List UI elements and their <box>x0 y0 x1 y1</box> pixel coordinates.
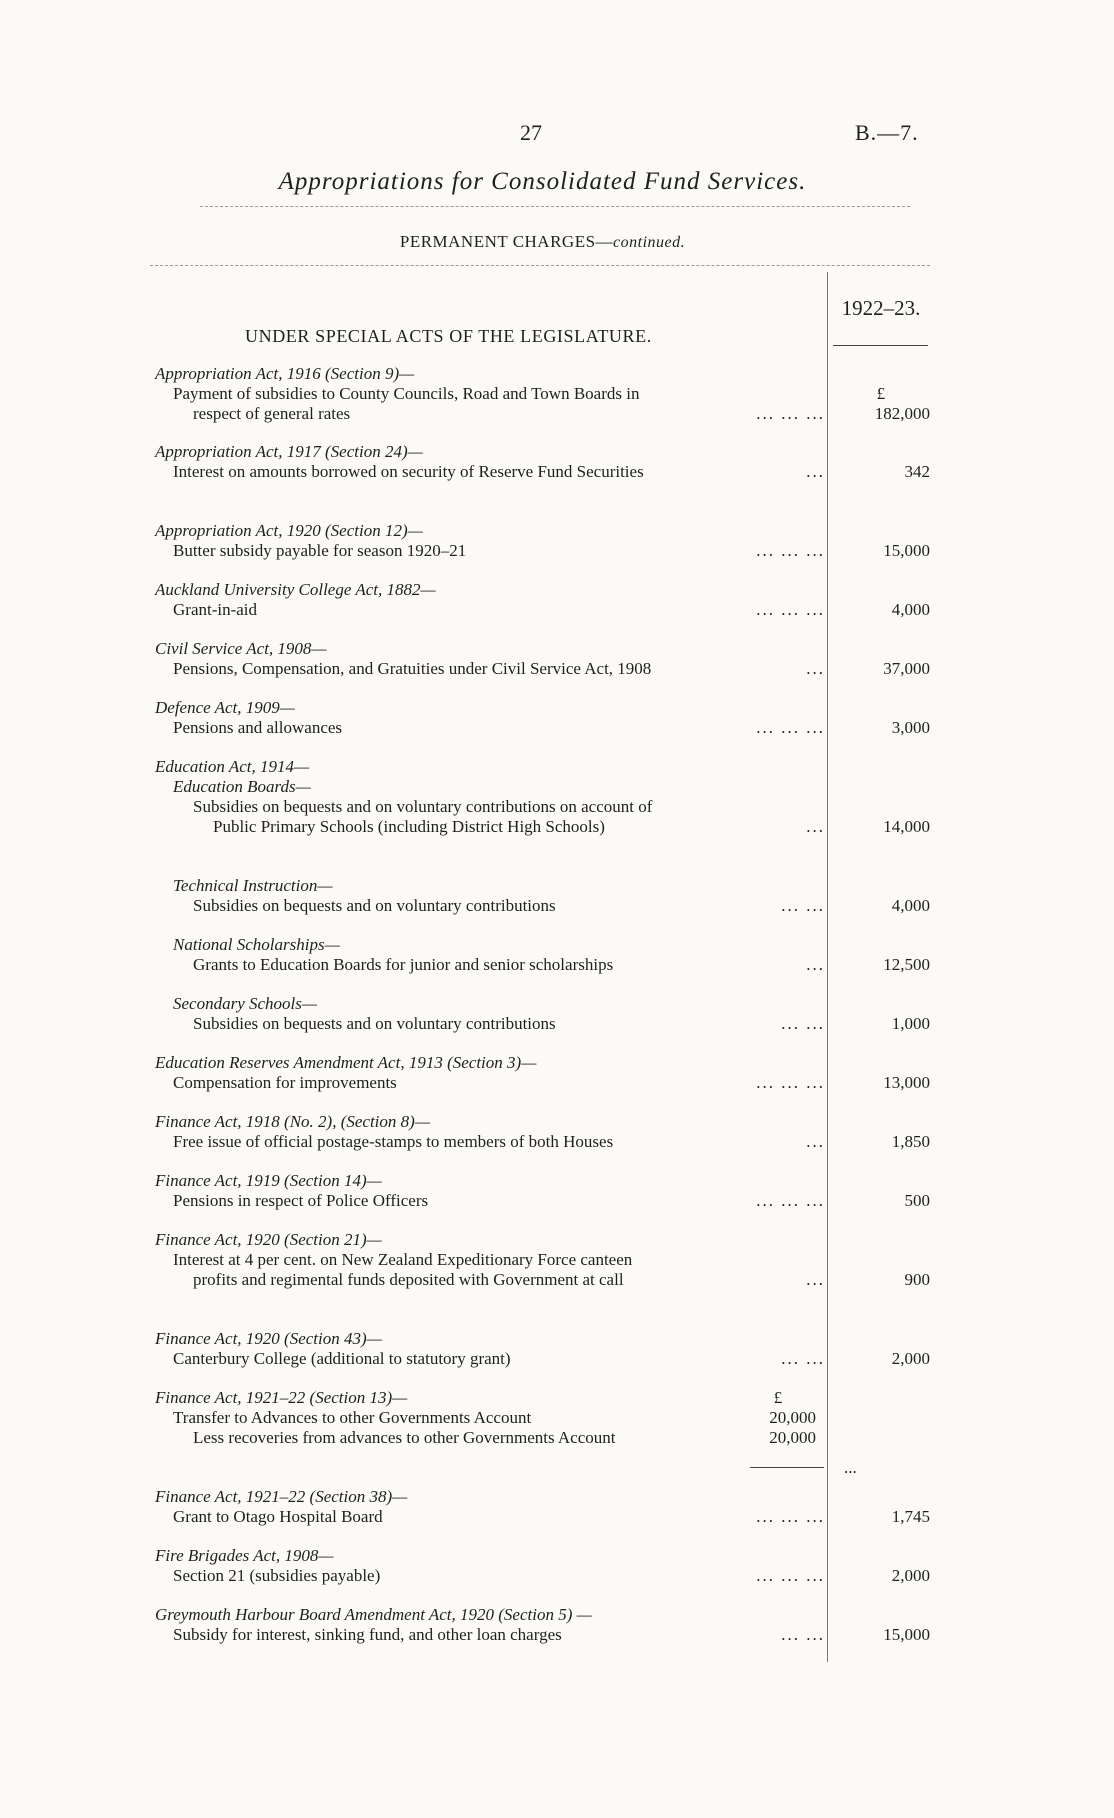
entry-line <box>155 1073 825 1093</box>
entry-greymouth-harbour <box>155 1605 825 1645</box>
entry-line-text: Grant-in-aid <box>173 600 258 619</box>
leader-dots: ... ... ... <box>756 1507 825 1526</box>
entry-line <box>155 1132 825 1152</box>
entry-finance-1918 <box>155 1112 825 1152</box>
entry-line <box>155 1014 825 1034</box>
subtitle-text: PERMANENT CHARGES— <box>399 232 614 251</box>
entry-line-text: Grants to Education Boards for junior and senior scholarships <box>193 955 614 974</box>
entry-line: Less recoveries from advances to other Governments Account <box>193 1428 616 1447</box>
act-title: Auckland University College Act, 1882— <box>155 580 436 599</box>
amount: 14,000 <box>883 817 930 836</box>
amount: 900 <box>904 1270 930 1289</box>
section-heading: UNDER SPECIAL ACTS OF THE LEGISLATURE. <box>245 326 652 346</box>
document-reference: B.—7. <box>855 120 919 145</box>
entry-line <box>155 462 825 482</box>
leader-dots: ... ... ... <box>756 1191 825 1210</box>
leader-dots: ... <box>806 659 825 678</box>
leader-dots: ... ... <box>781 1625 825 1644</box>
amount: 13,000 <box>883 1073 930 1092</box>
entry-auckland-university <box>155 580 825 620</box>
leader-dots: ... ... <box>781 1014 825 1033</box>
amount: 182,000 <box>874 404 930 423</box>
leader-dots: ... <box>806 1270 825 1289</box>
page-number: 27 <box>520 120 542 145</box>
entry-line: Payment of subsidies to County Councils, Road and Town Boards in <box>173 384 640 403</box>
leader-dots: ... ... ... <box>756 600 825 619</box>
entry-line: Interest at 4 per cent. on New Zealand Expeditionary Force canteen <box>173 1250 633 1269</box>
entry-line <box>155 541 825 561</box>
entry-appropriation-1917 <box>155 442 825 482</box>
entry-national-scholarships <box>155 935 825 975</box>
title-rule <box>200 206 910 207</box>
sub-amount: 20,000 <box>769 1428 816 1447</box>
entry-line <box>155 659 825 679</box>
amount: 37,000 <box>883 659 930 678</box>
entry-fire-brigades <box>155 1546 825 1586</box>
entry-line <box>155 1270 825 1290</box>
entry-line-text: Pensions in respect of Police Officers <box>173 1191 429 1210</box>
leader-dots: ... <box>806 462 825 481</box>
leader-dots: ... ... <box>781 1349 825 1368</box>
entry-line <box>155 1191 825 1211</box>
act-title: Education Act, 1914— <box>155 757 310 776</box>
entry-line-text: Subsidy for interest, sinking fund, and other loan charges <box>173 1625 562 1644</box>
leader-dots: ... ... <box>781 896 825 915</box>
entry-line-text: Subsidies on bequests and on voluntary contributions <box>193 1014 556 1033</box>
year-header-rule <box>833 345 928 346</box>
sub-currency-symbol: £ <box>773 1388 783 1407</box>
amount: 4,000 <box>891 600 930 619</box>
entry-line-text: Canterbury College (additional to statutory grant) <box>173 1349 511 1368</box>
amount: 500 <box>904 1191 930 1210</box>
act-title: Fire Brigades Act, 1908— <box>155 1546 334 1565</box>
amount: 342 <box>904 462 930 481</box>
entry-technical-instruction <box>155 876 825 916</box>
subtitle-continued: continued. <box>613 234 686 251</box>
amount: 15,000 <box>883 541 930 560</box>
column-divider <box>827 272 828 1662</box>
amount: 12,500 <box>883 955 930 974</box>
amount: 2,000 <box>891 1349 930 1368</box>
act-title: Finance Act, 1919 (Section 14)— <box>155 1171 382 1190</box>
leader-dots: ... ... ... <box>756 1566 825 1585</box>
entry-line <box>155 600 825 620</box>
act-title: Finance Act, 1920 (Section 21)— <box>155 1230 382 1249</box>
entry-line-text: Interest on amounts borrowed on security of Reserve Fund Securities <box>173 462 644 481</box>
entry-line <box>155 1625 825 1645</box>
entry-finance-1920-s21 <box>155 1230 825 1290</box>
entry-line-text: profits and regimental funds deposited with Government at call <box>193 1270 624 1289</box>
entry-line-text: Subsidies on bequests and on voluntary contributions <box>193 896 556 915</box>
act-title: Appropriation Act, 1916 (Section 9)— <box>155 364 415 383</box>
entry-line <box>155 1566 825 1586</box>
entry-defence <box>155 698 825 738</box>
entry-civil-service <box>155 639 825 679</box>
sub-heading: Technical Instruction— <box>173 876 333 895</box>
entry-line <box>155 955 825 975</box>
entry-line: Subsidies on bequests and on voluntary contributions on account of <box>193 797 653 816</box>
entry-line <box>155 896 825 916</box>
entry-line: Transfer to Advances to other Governments Account <box>173 1408 532 1427</box>
entry-line <box>155 1349 825 1369</box>
entry-line-text: Compensation for improvements <box>173 1073 397 1092</box>
entry-finance-1919 <box>155 1171 825 1211</box>
entry-line-text: Butter subsidy payable for season 1920–21 <box>173 541 467 560</box>
entry-finance-1920-s43 <box>155 1329 825 1369</box>
amount: 4,000 <box>891 896 930 915</box>
amount: ... <box>844 1458 857 1477</box>
entry-line-text: Pensions, Compensation, and Gratuities under Civil Service Act, 1908 <box>173 659 652 678</box>
leader-dots: ... <box>806 955 825 974</box>
act-title: Defence Act, 1909— <box>155 698 295 717</box>
act-title: Greymouth Harbour Board Amendment Act, 1920 (Section 5) — <box>155 1605 592 1624</box>
sub-amount: 20,000 <box>769 1408 816 1427</box>
entry-finance-1921-s38 <box>155 1487 825 1527</box>
page-title: Appropriations for Consolidated Fund Services. <box>278 168 807 195</box>
act-title: Finance Act, 1921–22 (Section 13)— <box>155 1388 408 1407</box>
entry-line <box>155 718 825 738</box>
entry-finance-1921-s13 <box>155 1388 825 1448</box>
leader-dots: ... ... ... <box>756 1073 825 1092</box>
leader-dots: ... ... ... <box>756 541 825 560</box>
entry-line-text: Pensions and allowances <box>173 718 343 737</box>
entry-secondary-schools <box>155 994 825 1034</box>
entry-appropriation-1916 <box>155 364 825 424</box>
act-title: Education Reserves Amendment Act, 1913 (Section 3)— <box>155 1053 537 1072</box>
act-title: Civil Service Act, 1908— <box>155 639 327 658</box>
act-title: Finance Act, 1921–22 (Section 38)— <box>155 1487 408 1506</box>
sub-heading: National Scholarships— <box>173 935 340 954</box>
entry-appropriation-1920 <box>155 521 825 561</box>
entry-line-text: respect of general rates <box>193 404 351 423</box>
subtitle-rule <box>150 265 930 266</box>
section-subtitle <box>0 232 1085 252</box>
sub-total-rule <box>750 1467 824 1468</box>
leader-dots: ... <box>806 1132 825 1151</box>
act-title: Appropriation Act, 1917 (Section 24)— <box>155 442 423 461</box>
sub-heading: Secondary Schools— <box>173 994 318 1013</box>
leader-dots: ... ... ... <box>756 404 825 423</box>
act-title: Appropriation Act, 1920 (Section 12)— <box>155 521 423 540</box>
amount: 15,000 <box>883 1625 930 1644</box>
year-column-header: 1922–23. <box>841 296 921 320</box>
entry-line-text: Public Primary Schools (including District High Schools) <box>213 817 605 836</box>
entry-education-reserves <box>155 1053 825 1093</box>
amount: 1,745 <box>891 1507 930 1526</box>
entry-line <box>155 1507 825 1527</box>
act-title: Finance Act, 1920 (Section 43)— <box>155 1329 382 1348</box>
amount: 2,000 <box>891 1566 930 1585</box>
amount: 1,850 <box>891 1132 930 1151</box>
sub-heading: Education Boards— <box>173 777 311 796</box>
currency-symbol: £ <box>876 384 886 403</box>
entry-line <box>155 404 825 424</box>
entry-line-text: Free issue of official postage-stamps to members of both Houses <box>173 1132 614 1151</box>
entry-line-text: Grant to Otago Hospital Board <box>173 1507 383 1526</box>
amount: 3,000 <box>891 718 930 737</box>
act-title: Finance Act, 1918 (No. 2), (Section 8)— <box>155 1112 430 1131</box>
entry-education-boards <box>155 757 825 837</box>
leader-dots: ... <box>806 817 825 836</box>
leader-dots: ... ... ... <box>756 718 825 737</box>
amount: 1,000 <box>891 1014 930 1033</box>
entry-line <box>155 817 825 837</box>
entry-line-text: Section 21 (subsidies payable) <box>173 1566 381 1585</box>
